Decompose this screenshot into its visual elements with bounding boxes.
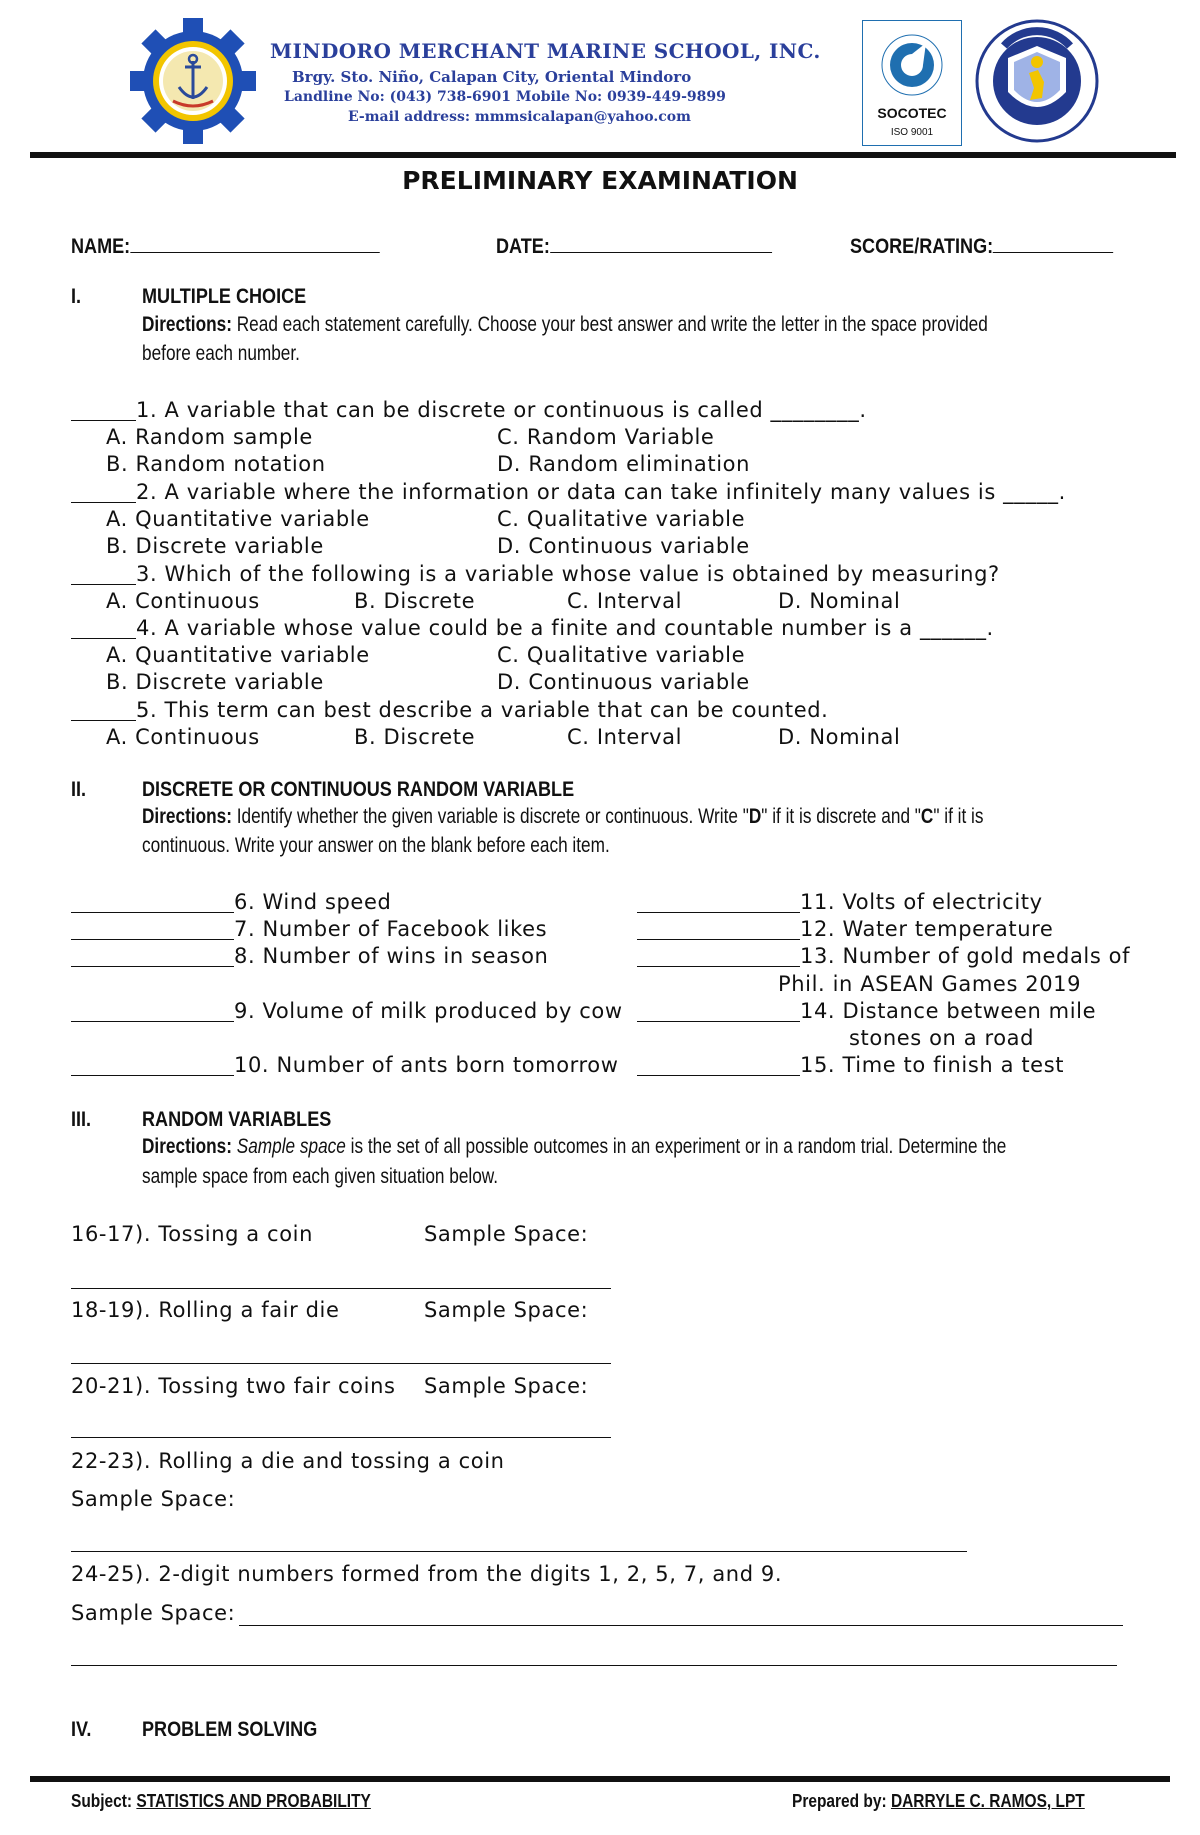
part1-directions-line2: before each number. xyxy=(142,342,300,365)
question-5: 5. This term can best describe a variable that can be counted. xyxy=(136,698,829,722)
answer-blank-5[interactable] xyxy=(71,702,136,721)
q1-choice-c: C. Random Variable xyxy=(497,425,715,449)
part2-title: DISCRETE OR CONTINUOUS RANDOM VARIABLE xyxy=(142,778,575,801)
letter-d: D xyxy=(748,805,762,828)
part2-directions-text-a: Identify whether the given variable is discrete or continuous. Write " xyxy=(231,805,749,828)
answer-blank-12[interactable] xyxy=(637,921,800,940)
part1-title: MULTIPLE CHOICE xyxy=(142,285,307,308)
answer-blank-15[interactable] xyxy=(637,1057,800,1076)
part2-directions xyxy=(142,805,983,829)
answer-line-24-25-b[interactable] xyxy=(71,1665,1117,1666)
footer-subject xyxy=(71,1791,371,1812)
answer-blank-3[interactable] xyxy=(71,566,136,585)
answer-blank-14[interactable] xyxy=(637,1003,800,1022)
school-email: E-mail address: mmmsicalapan@yahoo.com xyxy=(348,109,691,125)
socotec-label: SOCOTEC xyxy=(877,105,947,121)
part2-directions-text-c: " if it is xyxy=(933,805,984,828)
prepared-label: Prepared by: xyxy=(792,1791,887,1811)
subject-value: STATISTICS AND PROBABILITY xyxy=(136,1791,371,1811)
date-field[interactable] xyxy=(496,234,772,259)
item-24-25: 24-25). 2-digit numbers formed from the digits 1, 2, 5, 7, and 9. xyxy=(71,1562,783,1586)
answer-blank-7[interactable] xyxy=(71,921,234,940)
q1-choice-a: A. Random sample xyxy=(106,425,313,449)
exam-title: PRELIMINARY EXAMINATION xyxy=(402,166,798,195)
q2-choice-a: A. Quantitative variable xyxy=(106,507,370,531)
item-18-19: 18-19). Rolling a fair die xyxy=(71,1298,340,1322)
footer-divider xyxy=(30,1776,1170,1782)
part2-directions-text-b: " if it is discrete and " xyxy=(761,805,921,828)
answer-line-16-17[interactable] xyxy=(71,1288,611,1289)
subject-label: Subject: xyxy=(71,1791,133,1811)
date-label: DATE: xyxy=(496,235,550,258)
q5-choice-c: C. Interval xyxy=(567,725,683,749)
score-field[interactable] xyxy=(850,234,1114,259)
q3-choice-a: A. Continuous xyxy=(106,589,260,613)
q2-choice-c: C. Qualitative variable xyxy=(497,507,746,531)
item-16-17: 16-17). Tossing a coin xyxy=(71,1222,313,1246)
q4-choice-a: A. Quantitative variable xyxy=(106,643,370,667)
name-blank[interactable] xyxy=(130,234,379,253)
answer-blank-2[interactable] xyxy=(71,484,136,503)
socotec-emblem-icon xyxy=(863,21,961,103)
question-1: 1. A variable that can be discrete or continuous is called ________. xyxy=(136,398,867,422)
q4-choice-d: D. Continuous variable xyxy=(497,670,750,694)
part4-title: PROBLEM SOLVING xyxy=(142,1718,318,1741)
answer-blank-13[interactable] xyxy=(637,948,800,967)
question-4: 4. A variable whose value could be a finite and countable number is a ______. xyxy=(136,616,994,640)
question-3: 3. Which of the following is a variable whose value is obtained by measuring? xyxy=(136,562,1000,586)
q1-choice-d: D. Random elimination xyxy=(497,452,751,476)
answer-line-20-21[interactable] xyxy=(71,1437,611,1438)
part3-roman: III. xyxy=(71,1108,92,1131)
socotec-iso: ISO 9001 xyxy=(890,127,934,138)
q3-choice-d: D. Nominal xyxy=(778,589,901,613)
name-label: NAME: xyxy=(71,235,131,258)
part4-roman: IV. xyxy=(71,1718,92,1741)
question-2: 2. A variable where the information or data can take infinitely many values is _____. xyxy=(136,480,1066,504)
part1-roman: I. xyxy=(71,285,82,308)
item-11: 11. Volts of electricity xyxy=(800,890,1043,914)
item-14-continued: stones on a road xyxy=(849,1026,1035,1050)
q2-choice-d: D. Continuous variable xyxy=(497,534,750,558)
item-15: 15. Time to finish a test xyxy=(800,1053,1065,1077)
school-address: Brgy. Sto. Niño, Calapan City, Oriental Mindoro xyxy=(292,68,692,86)
part1-directions-text: Read each statement carefully. Choose your best answer and write the letter in the space provided xyxy=(231,313,988,336)
item-7: 7. Number of Facebook likes xyxy=(234,917,548,941)
q3-choice-b: B. Discrete xyxy=(354,589,476,613)
part3-directions-line2: sample space from each given situation below. xyxy=(142,1165,499,1188)
part3-title: RANDOM VARIABLES xyxy=(142,1108,332,1131)
item-14: 14. Distance between mile xyxy=(800,999,1097,1023)
q4-choice-c: C. Qualitative variable xyxy=(497,643,746,667)
item-9: 9. Volume of milk produced by cow xyxy=(234,999,623,1023)
item-13: 13. Number of gold medals of xyxy=(800,944,1131,968)
q5-choice-b: B. Discrete xyxy=(354,725,476,749)
item-13-continued: Phil. in ASEAN Games 2019 xyxy=(778,972,1082,996)
socotec-logo xyxy=(862,20,962,146)
answer-blank-4[interactable] xyxy=(71,620,136,639)
q3-choice-c: C. Interval xyxy=(567,589,683,613)
q2-choice-b: B. Discrete variable xyxy=(106,534,324,558)
part1-directions-label: Directions: xyxy=(142,313,232,336)
part3-directions-label: Directions: xyxy=(142,1135,232,1158)
school-phones: Landline No: (043) 738-6901 Mobile No: 0939-449-9899 xyxy=(284,89,726,105)
q1-choice-b: B. Random notation xyxy=(106,452,326,476)
sample-space-label-3: Sample Space: xyxy=(424,1374,589,1398)
school-logo-icon xyxy=(128,18,258,144)
answer-blank-6[interactable] xyxy=(71,894,234,913)
sample-space-term: Sample space xyxy=(231,1135,346,1158)
item-10: 10. Number of ants born tomorrow xyxy=(234,1053,619,1077)
q5-choice-d: D. Nominal xyxy=(778,725,901,749)
date-blank[interactable] xyxy=(550,234,772,253)
item-6: 6. Wind speed xyxy=(234,890,392,914)
item-22-23: 22-23). Rolling a die and tossing a coin xyxy=(71,1449,505,1473)
part3-directions xyxy=(142,1135,1006,1159)
school-name: MINDORO MERCHANT MARINE SCHOOL, INC. xyxy=(270,39,821,63)
part1-directions xyxy=(142,313,988,337)
answer-blank-10[interactable] xyxy=(71,1057,234,1076)
prepared-value: DARRYLE C. RAMOS, LPT xyxy=(890,1791,1085,1811)
part2-directions-label: Directions: xyxy=(142,805,232,828)
footer-prepared xyxy=(792,1791,1085,1812)
answer-blank-9[interactable] xyxy=(71,1003,234,1022)
item-8: 8. Number of wins in season xyxy=(234,944,549,968)
item-12: 12. Water temperature xyxy=(800,917,1054,941)
header-divider xyxy=(30,152,1176,158)
part2-directions-line2: continuous. Write your answer on the blank before each item. xyxy=(142,834,610,857)
sample-space-label-4: Sample Space: xyxy=(71,1487,236,1511)
deped-seal-icon xyxy=(974,18,1100,144)
sample-space-label-2: Sample Space: xyxy=(424,1298,589,1322)
answer-blank-11[interactable] xyxy=(637,894,800,913)
score-blank[interactable] xyxy=(993,234,1113,253)
part2-roman: II. xyxy=(71,778,87,801)
answer-blank-8[interactable] xyxy=(71,948,234,967)
answer-blank-1[interactable] xyxy=(71,402,136,421)
sample-space-label-5: Sample Space: xyxy=(71,1601,236,1625)
item-20-21: 20-21). Tossing two fair coins xyxy=(71,1374,396,1398)
answer-line-18-19[interactable] xyxy=(71,1363,611,1364)
name-field[interactable] xyxy=(71,234,380,259)
answer-line-22-23[interactable] xyxy=(71,1551,967,1552)
sample-space-label-1: Sample Space: xyxy=(424,1222,589,1246)
q5-choice-a: A. Continuous xyxy=(106,725,260,749)
answer-line-24-25-a[interactable] xyxy=(239,1625,1123,1626)
part3-directions-text: is the set of all possible outcomes in an experiment or in a random trial. Determine the xyxy=(345,1135,1007,1158)
score-label: SCORE/RATING: xyxy=(850,235,994,258)
q4-choice-b: B. Discrete variable xyxy=(106,670,324,694)
letter-c: C xyxy=(920,805,934,828)
